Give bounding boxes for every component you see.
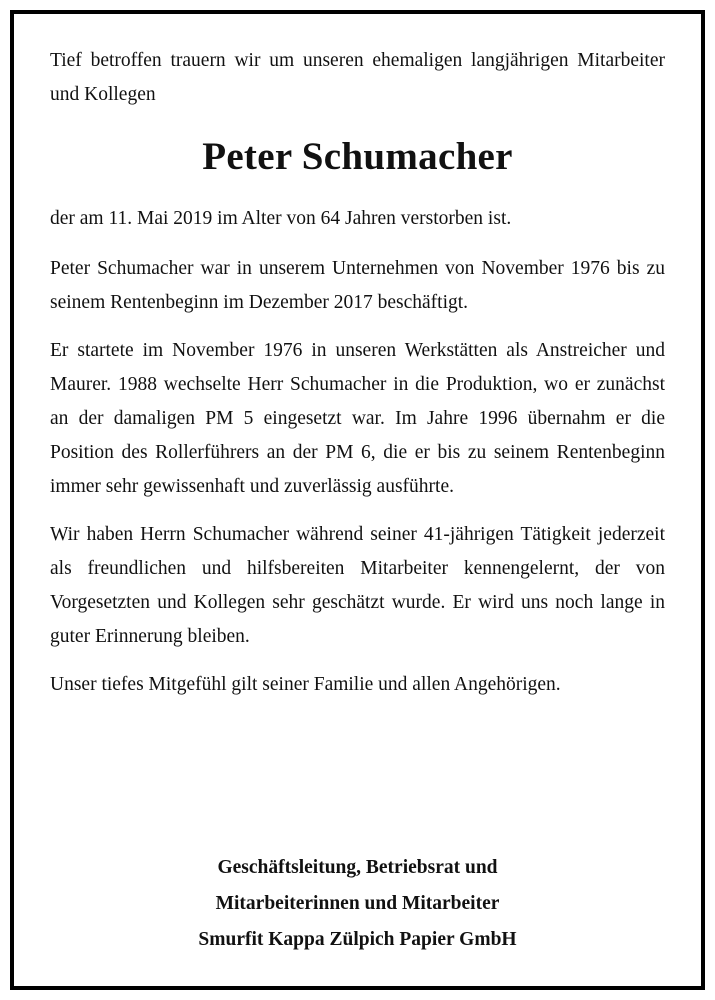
- career-text: Er startete im November 1976 in unseren Werkstätten als Anstreicher und Maurer. 1988 wechselte Herr Schumacher in die Produktion, wo er zunächst an der damaligen PM 5 eingesetzt war. Im Jahre 1996 übernahm er die Position des Rollerführers an der PM 6, die er bis zu seinem Rentenbeginn immer sehr gewissenhaft und zuverlässig ausführte.: [50, 340, 665, 497]
- notice-body: [50, 44, 665, 716]
- death-date-text: der am 11. Mai 2019 im Alter von 64 Jahren verstorben ist.: [50, 208, 512, 229]
- signature-line: Geschäftsleitung, Betriebsrat und: [217, 857, 498, 878]
- appreciation-text: Wir haben Herrn Schumacher während seiner 41-jährigen Tätigkeit jederzeit als freundlichen und hilfsbereiten Mitarbeiter kennengelernt, der von Vorgesetzten und Kollegen sehr geschätzt wurde. Er wird uns noch lange in guter Erinnerung bleiben.: [50, 524, 665, 647]
- obituary-notice: [10, 10, 705, 990]
- condolence-text: Unser tiefes Mitgefühl gilt seiner Familie und allen Angehörigen.: [50, 674, 561, 695]
- employment-text: Peter Schumacher war in unserem Unternehmen von November 1976 bis zu seinem Rentenbeginn im Dezember 2017 beschäftigt.: [50, 258, 665, 313]
- deceased-name: Peter Schumacher: [202, 135, 513, 178]
- signature-block: [50, 850, 665, 958]
- intro-text: Tief betroffen trauern wir um unseren ehemaligen langjährigen Mitarbeiter und Kollegen: [50, 50, 665, 105]
- company-name: Smurfit Kappa Zülpich Papier GmbH: [198, 929, 517, 950]
- signature-line: Mitarbeiterinnen und Mitarbeiter: [215, 893, 500, 914]
